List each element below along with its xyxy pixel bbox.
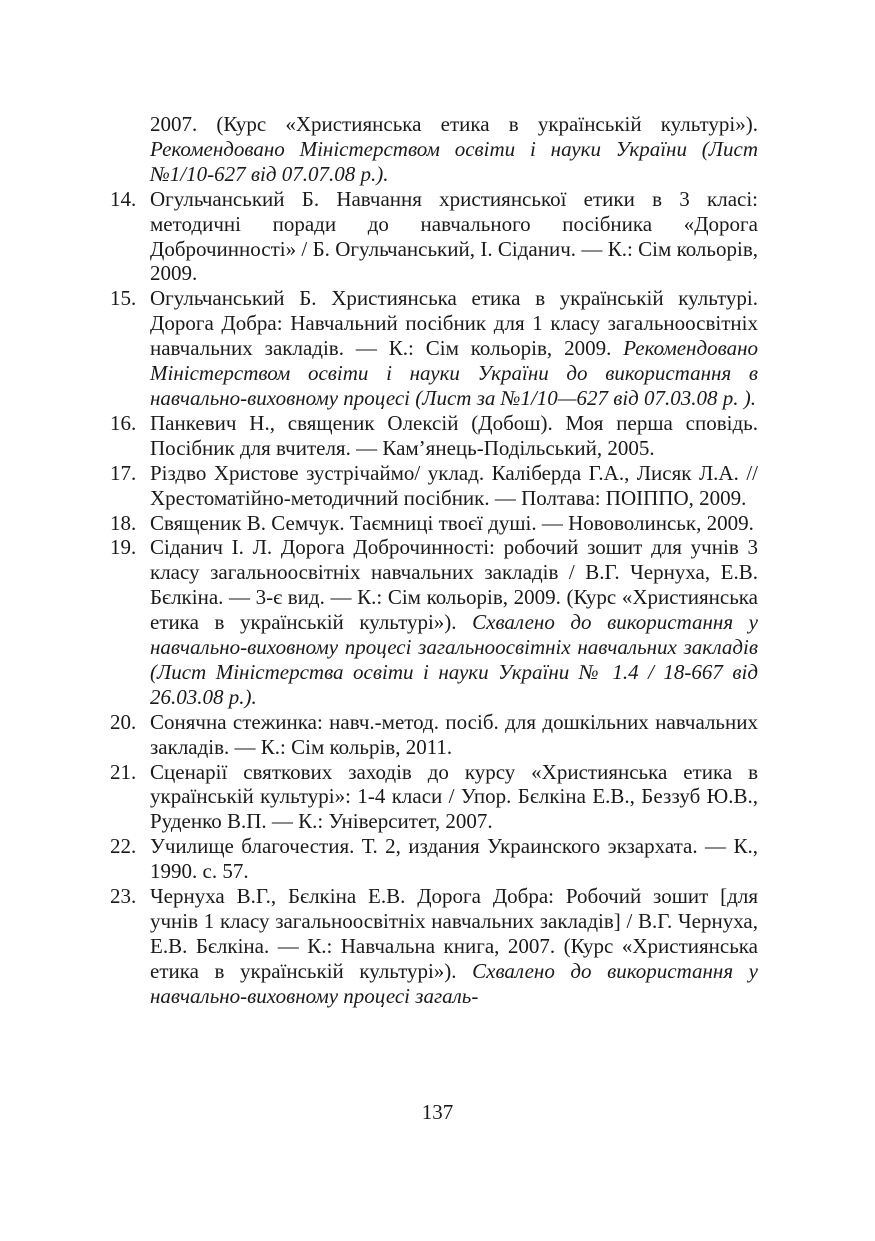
entry-text: Священик В. Семчук. Таємниці твоєї душі. — Нововолинськ, 2009. [150,510,754,535]
entry-text: Сіданич І. Л. Дорога Доброчинності: робочий зошит для учнів 3 класу загальноосвітніх навчальних закладів / В.Г. Чернуха, Е.В. Бєлкіна. — 3-є вид. — К.: Сім кольорів, 2009. (Курс «Християнська етика в українській культурі»). [150,535,758,635]
entry-text: Училище благочестия. Т. 2, издания Украинского экзархата. — К., 1990. с. 57. [150,834,758,884]
entry-text: Панкевич Н., священик Олексій (Добош). Моя перша сповідь. Посібник для вчителя. — Кам’янець-Подільський, 2005. [150,410,758,460]
bibliography-entry-15 [110,286,758,411]
bibliography-entry-19 [110,535,758,709]
entry-note: Рекомендовано Міністерством освіти і науки України до використання в навчально-виховному процесі (Лист за №1/10—627 від 07.03.08 р. ). [150,336,758,410]
entry-note: Схвалено до використання у навчально-виховному процесі загальноосвітніх навчальних закладів (Лист Міністерства освіти і науки України № 1.4 / 18-667 від 26.03.08 р.). [150,610,758,709]
bibliography-entry-18 [110,511,758,536]
entry-number: 16. [110,410,137,435]
entry-number: 23. [110,884,137,909]
entry-number: 18. [110,510,137,535]
entry-text: Огульчанський Б. Навчання християнської етики в 3 класі: методичні поради до навчального посібника «Дорога Доброчинності» / Б. Огульчанський, І. Сіданич. — К.: Сім кольорів, 2009. [150,186,758,286]
entry-number: 20. [110,709,137,734]
entry-text: Сонячна стежинка: навч.-метод. посіб. для дошкільних навчальних закладів. — К.: Сім кольрів, 2011. [150,709,758,759]
bibliography-entry-17 [110,461,758,511]
entry-number: 22. [110,834,137,859]
entry-number: 21. [110,759,137,784]
entry-text: Чернуха В.Г., Бєлкіна Е.В. Дорога Добра: Робочий зошит [для учнів 1 класу загальноосвітніх навчальних закладів] / В.Г. Чернуха, Е.В. Бєлкіна. — К.: Навчальна книга, 2007. (Курс «Християнська етика в українській культурі»). [150,884,758,983]
entry-number: 14. [110,186,137,211]
bibliography-entry-23 [110,884,758,1009]
entry-text: Огульчанський Б. Християнська етика в українській культурі. Дорога Добра: Навчальний посібник для 1 класу загальноосвітніх навчальних закладів. — К.: Сім кольорів, 2009. [150,286,758,361]
bibliography-entry-14 [110,187,758,287]
bibliography-entry-22 [110,834,758,884]
bibliography-list [110,112,758,1009]
entry-text: Сценарії святкових заходів до курсу «Християнська етика в українській культурі»: 1-4 класи / Упор. Бєлкіна Е.В., Беззуб Ю.В., Руденко В.П. — К.: Університет, 2007. [150,759,758,834]
entry-note: Рекомендовано Міністерством освіти і науки України (Лист №1/10-627 від 07.07.08 р.). [150,136,758,186]
entry-number: 15. [110,286,137,311]
bibliography-entry-20 [110,710,758,760]
bibliography-entry-21 [110,760,758,835]
entry-number: 19. [110,535,137,560]
page-number: 137 [421,1100,454,1124]
entry-text: Різдво Христове зустрічаймо/ уклад. Каліберда Г.А., Лисяк Л.А. // Хрестоматійно-методичний посібник. — Полтава: ПОІППО, 2009. [150,460,758,510]
entry-note: Схвалено до використання у навчально-виховному процесі загаль- [150,958,758,1008]
bibliography-entry-16 [110,411,758,461]
bibliography-entry-continued [110,112,758,187]
entry-number: 17. [110,460,137,485]
entry-text: 2007. (Курс «Християнська етика в українській культурі»). [150,112,758,136]
